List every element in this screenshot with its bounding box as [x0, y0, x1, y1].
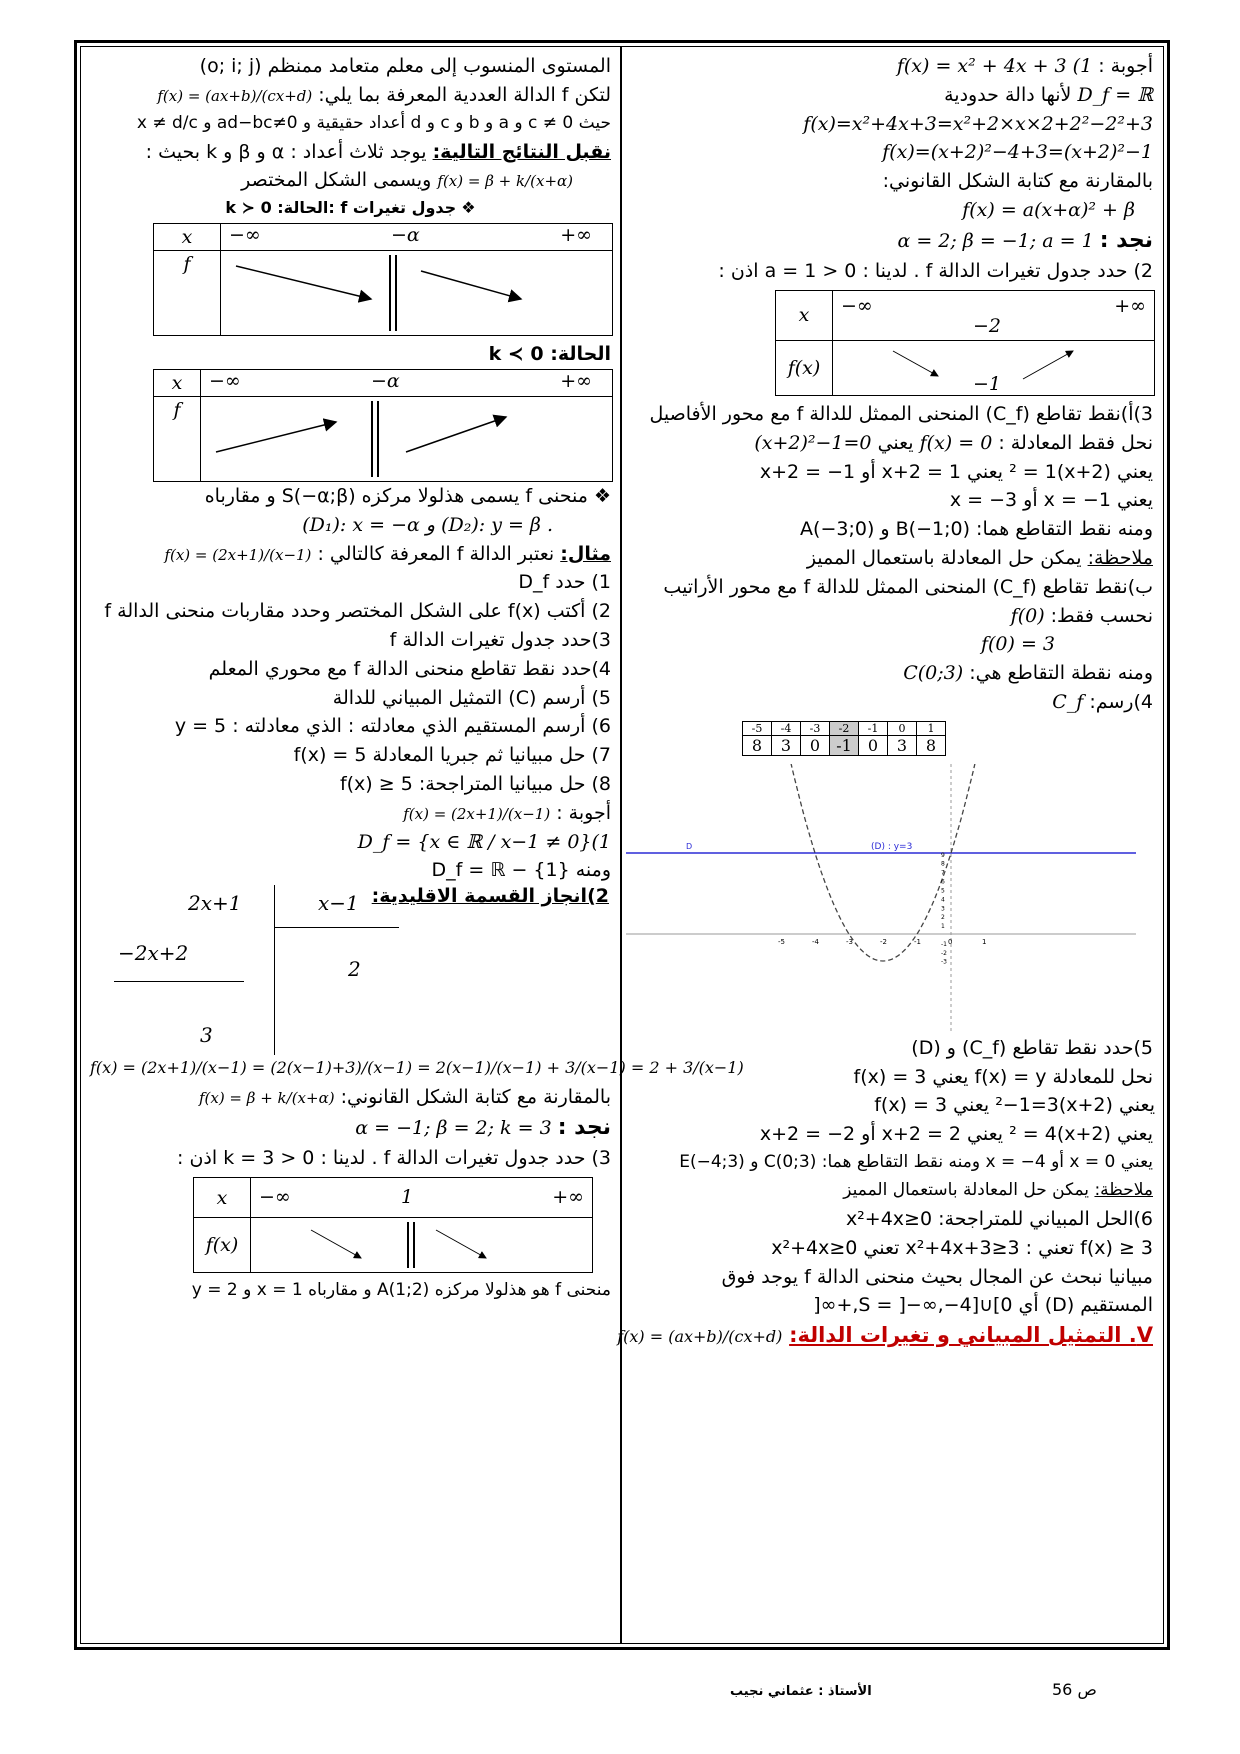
t3-f-row: [251, 1218, 593, 1273]
t3-mid: 1: [401, 1186, 414, 1209]
q5a-text: نحل للمعادلة f(x) = y يعني f(x) = 3: [853, 1065, 1153, 1088]
short-form-math: f(x) = β + k/(x+α): [437, 172, 573, 191]
y-tick-label: 1: [941, 922, 945, 930]
x-tick-label: -4: [812, 937, 819, 946]
compute-math: f(0): [1010, 604, 1045, 627]
q2-text: 2) حدد جدول تغيرات الدالة f . لدينا : a = 1 > 0 اذن :: [718, 260, 1153, 283]
compare-left-text: بالمقارنة مع كتابة الشكل القانوني:: [340, 1086, 611, 1109]
final-line: [88, 1277, 613, 1305]
compare-label: بالمقارنة مع كتابة الشكل القانوني:: [882, 170, 1153, 193]
q5c-text: يعني (x+2)² = 4 يعني x+2 = 2 أو x+2 = −2: [759, 1123, 1153, 1146]
div-dividend: 2x+1: [188, 891, 242, 916]
expand2-math: f(x)=(x+2)²−4+3=(x+2)²−1: [882, 141, 1153, 164]
canonical-math: f(x) = a(x+α)² + β: [962, 198, 1135, 221]
q1-func: f(x) = x² + 4x + 3: [896, 55, 1067, 77]
parabola-curve: [774, 764, 992, 961]
answers-label: أجوبة :: [1098, 55, 1153, 77]
y-tick-label: 2: [941, 913, 945, 921]
div-remainder: 3: [200, 1023, 213, 1048]
find-left-vals: α = −1; β = 2; k = 3: [355, 1116, 552, 1139]
right-column: [617, 52, 1155, 1351]
c2-inc-arrow-1: [216, 422, 336, 452]
find-vals: α = 2; β = −1; a = 1: [897, 229, 1094, 252]
section-v-title: V. التمثيل المبياني و تغيرات الدالة:: [789, 1323, 1153, 1348]
q6d-line: [630, 1291, 1155, 1320]
e3-line: [88, 626, 613, 655]
y-tick-label: -1: [941, 940, 947, 948]
y-tick-label: -2: [941, 949, 947, 957]
c1-double-bar: [389, 255, 397, 331]
where-text: حيث c ≠ 0 و a و b و c و d أعداد حقيقية و ad−bc≠0 و x ≠ d/c: [136, 112, 611, 133]
div-divisor: x−1: [318, 891, 359, 916]
q3-left-text: 3) حدد جدول تغيرات الدالة f . لدينا : k = 3 > 0 اذن :: [177, 1147, 611, 1170]
t3-arrows: [251, 1218, 591, 1273]
solve-means: يعني: [877, 431, 914, 454]
t3-x-row: [251, 1178, 593, 1218]
t3-double-bar: [407, 1222, 415, 1268]
answers-line: [630, 52, 1155, 81]
q6b-text: f(x) ≥ 3 تعني : x²+4x+3≥3 تعني x²+4x≥0: [771, 1236, 1153, 1259]
t3-minus-inf: −∞: [259, 1186, 291, 1209]
line-D-label: (D) : y=3: [871, 841, 913, 852]
d-label: D: [686, 841, 693, 851]
var-table-case1-wrap: [88, 223, 613, 336]
q4-line: [630, 688, 1155, 717]
div-quotient: 2: [348, 957, 361, 982]
tab1-mid-f: −1: [973, 372, 1002, 395]
a2-label: 2)انجاز القسمة الاقليدية:: [371, 885, 609, 908]
accept-line: [88, 138, 613, 167]
vt-x: 1: [917, 721, 946, 735]
note-line: [630, 544, 1155, 573]
final-text: منحنى f هو هذلولا مركزه A(1;2) و مقارباه x = 1 و y = 2: [191, 1280, 611, 1301]
e7-text: 7) حل مبيانيا ثم جبريا المعادلة f(x) = 5: [293, 744, 611, 767]
c2-x-row: [201, 369, 613, 396]
e5-text: 5) أرسم (C) التمثيل المبياني للدالة: [332, 686, 611, 709]
q5-note-text: يمكن حل المعادلة باستعمال المميز: [843, 1179, 1090, 1200]
e5-line: [88, 684, 613, 713]
value-table-wrap: [742, 721, 1155, 756]
var-table-1: [775, 290, 1155, 396]
q5-note-line: [630, 1177, 1155, 1205]
c2-mid: −α: [371, 369, 400, 392]
value-table-x-row: [743, 721, 946, 735]
q4-cf: C_f: [1052, 690, 1084, 713]
e7-line: [88, 741, 613, 770]
vt-y: 8: [743, 735, 772, 755]
y-tick-label: 6: [941, 878, 945, 886]
e6-text: 6) أرسم المستقيم الذي معادلته : الذي معادلته : y = 5: [174, 715, 611, 738]
let-f-line: [88, 81, 613, 110]
q5c-line: [630, 1120, 1155, 1149]
means2: [630, 458, 1155, 487]
let-f-text: لتكن f الدالة العددية المعرفة بما يلي:: [318, 83, 611, 106]
div-sub-bar: [114, 981, 244, 982]
q3a-line: [630, 400, 1155, 429]
accept-label: نقبل النتائج التالية:: [432, 140, 611, 163]
tab1-f-row: [833, 340, 1155, 395]
solve-line: [630, 429, 1155, 458]
q5d-text: يعني x = 0 أو x = −4 ومنه نقط التقاطع هما: C(0;3) و E(−4;3): [679, 1151, 1153, 1172]
q6c-line: [630, 1263, 1155, 1292]
asymptotes-line: [88, 511, 613, 540]
compute-line: [630, 602, 1155, 631]
c2-plus-inf: +∞: [560, 369, 592, 392]
t3-plus-inf: +∞: [552, 1186, 584, 1209]
var-table-1-wrap: [650, 290, 1155, 396]
e3-text: 3)حدد جدول تغيرات الدالة f: [389, 628, 611, 651]
yint-text: ومنه نقطة التقاطع هي:: [969, 662, 1153, 685]
vt-y: 0: [859, 735, 888, 755]
div-sub: −2x+2: [118, 941, 189, 966]
x-tick-label: -3: [846, 937, 853, 946]
diamond-icon: ❖: [461, 198, 476, 218]
y-tick-label: 4: [941, 896, 945, 904]
t3-x: x: [194, 1178, 251, 1218]
vt-y: -1: [830, 735, 859, 755]
e2-text: 2) أكتب f(x) على الشكل المختصر وحدد مقاربات منحنى الدالة f: [104, 600, 611, 623]
q5b-text: يعني (x+2)²−1=3 يعني f(x) = 3: [874, 1094, 1155, 1117]
page-number: ص 56: [1052, 1680, 1097, 1699]
answers-left-label: أجوبة :: [556, 801, 611, 824]
a1b-line: [88, 856, 613, 885]
canonical: [630, 196, 1155, 225]
q6b-line: [630, 1234, 1155, 1263]
var-table-3: [193, 1177, 593, 1273]
domain-line: [630, 81, 1155, 110]
expand2: [630, 138, 1155, 167]
answers-line-left: [88, 799, 613, 828]
vt-x: -1: [859, 721, 888, 735]
e4-text: 4)حدد نقط تقاطع منحنى الدالة f مع محوري المعلم: [208, 657, 611, 680]
yint-line: [630, 659, 1155, 688]
e1-line: [88, 568, 613, 597]
y-tick-label: 3: [941, 905, 945, 913]
x-ticks: [778, 852, 986, 966]
answers-left-func: f(x) = (2x+1)/(x−1): [403, 804, 551, 823]
short-form-line: [88, 166, 613, 195]
f0-math: f(0) = 3: [980, 633, 1055, 656]
var-table-3-wrap: [88, 1177, 613, 1273]
c2-double-bar: [371, 401, 379, 477]
y-tick-label: -3: [941, 958, 947, 966]
q4-text: 4)رسم:: [1089, 690, 1153, 713]
q6d-text: المستقيم (D) أي S = ]−∞,−4]∪[0,+∞[: [813, 1294, 1153, 1317]
a1-line: [88, 828, 613, 857]
a1-math: D_f = {x ∈ ℝ / x−1 ≠ 0}(1: [357, 830, 611, 853]
a1b-text: ومنه D_f = ℝ − {1}: [431, 859, 611, 882]
q3b-text: ب)نقط تقاطع (C_f) المنحنى الممثل للدالة f مع محور الأراتيب: [663, 575, 1153, 598]
tab1-mid-x: −2: [973, 314, 1002, 337]
div-horizontal-bar: [274, 927, 399, 928]
y-tick-label: 5: [941, 887, 945, 895]
plane-text: المستوى المنسوب إلى معلم متعامد ممنظم (o; i; j): [199, 55, 611, 77]
tab1-x: x: [776, 290, 833, 340]
vt-y: 0: [801, 735, 830, 755]
c1-dec-arrow-2: [421, 271, 521, 299]
solve-eq: f(x) = 0: [919, 431, 993, 454]
footer-page: [1052, 1680, 1097, 1699]
c1-minus-inf: −∞: [229, 224, 261, 247]
c1-dec-arrow-1: [236, 266, 371, 299]
teacher-name: الأستاذ : عثماني نجيب: [730, 1684, 872, 1699]
vt-x: -5: [743, 721, 772, 735]
var-table-case2-wrap: [88, 369, 613, 482]
q6-line: [630, 1205, 1155, 1234]
c1-arrows: [221, 251, 621, 331]
section-v-line: [617, 1320, 1155, 1351]
note-text: يمكن حل المعادلة باستعمال المميز: [806, 546, 1082, 569]
div-vertical-bar: [274, 885, 275, 1055]
c2-arrows: [201, 397, 621, 477]
compare-left-math: f(x) = β + k/(x+α): [198, 1089, 335, 1108]
short-form-text: ويسمى الشكل المختصر: [241, 169, 432, 192]
q3-left-line: [88, 1144, 613, 1173]
q3a-text: 3)أ)نقط تقاطع (C_f) المنحنى الممثل للدالة f مع محور الأفاصيل: [649, 402, 1153, 425]
footer-teacher: [730, 1680, 872, 1699]
q3b-line: [630, 573, 1155, 602]
t3-dec-arrow-2: [436, 1230, 486, 1258]
means3: [630, 486, 1155, 515]
q6c-text: مبيانيا نبحث عن المجال بحيث منحنى الدالة f يوجد فوق: [721, 1265, 1153, 1288]
compare-text: [630, 167, 1155, 196]
example-label: مثال:: [560, 542, 611, 565]
value-table-y-row: [743, 735, 946, 755]
tab1-plus-inf: +∞: [1114, 294, 1146, 317]
note-label: ملاحظة:: [1087, 546, 1153, 569]
y-tick-label: 9: [941, 851, 945, 859]
c2-f-row: [201, 396, 613, 481]
example-func: f(x) = (2x+1)/(x−1): [164, 545, 312, 564]
means3-text: يعني x = −1 أو x = −3: [949, 489, 1153, 512]
vt-y: 3: [772, 735, 801, 755]
c1-f-row: [221, 251, 613, 336]
var-table-case2: [153, 369, 613, 482]
tab1-increasing-arrow: [1023, 351, 1073, 379]
value-table: [742, 721, 946, 756]
y-tick-label: 8: [941, 860, 945, 868]
e1-text: 1) حدد D_f: [518, 571, 611, 594]
points-line: [630, 515, 1155, 544]
x-tick-label: -1: [914, 937, 921, 946]
vt-x: -2: [830, 721, 859, 735]
expansion-line: [88, 1055, 744, 1083]
c1-mid: −α: [391, 224, 420, 247]
means2-text: يعني (x+2)² = 1 يعني x+2 = 1 أو x+2 = −1: [759, 460, 1153, 483]
e4-line: [88, 655, 613, 684]
f0-line: [630, 630, 1155, 659]
find-label: نجد :: [1099, 227, 1153, 253]
domain-text: لأنها دالة حدودية: [944, 83, 1072, 106]
solve-text: نحل فقط المعادلة :: [998, 431, 1153, 454]
example-line: [88, 540, 613, 569]
q1-num: (1: [1072, 55, 1093, 77]
where-line: [88, 110, 613, 138]
q2-line: [630, 257, 1155, 286]
left-column: [88, 52, 744, 1305]
x-tick-label: 0: [948, 937, 953, 946]
parabola-svg: [626, 764, 1136, 1034]
c1-x-row: [221, 224, 613, 251]
t3-dec-arrow-1: [311, 1230, 361, 1258]
find-left-line: [88, 1112, 613, 1144]
compute-text: نحسب فقط:: [1050, 604, 1153, 627]
t3-fx: f(x): [194, 1218, 251, 1273]
accept-text: يوجد ثلاث أعداد : α و β و k بحيث :: [145, 140, 427, 163]
vt-y: 8: [917, 735, 946, 755]
c1-f: f: [154, 251, 221, 336]
find-line: [630, 225, 1155, 257]
q5d-line: [630, 1149, 1155, 1177]
points-text: ومنه نقط التقاطع هما: B(−1;0) و A(−3;0): [800, 518, 1153, 541]
solve-eq2: (x+2)²−1=0: [754, 431, 872, 454]
tab1-decreasing-arrow: [893, 351, 938, 376]
expansion-math: f(x) = (2x+1)/(x−1) = (2(x−1)+3)/(x−1) = 2(x−1)/(x−1) + 3/(x−1) = 2 + 3/(x−1): [90, 1058, 744, 1078]
q5b-line: [630, 1091, 1155, 1120]
case1-line: [88, 195, 613, 223]
c2-inc-arrow-2: [406, 417, 506, 452]
q5-note-label: ملاحظة:: [1094, 1179, 1153, 1200]
let-f-math: f(x) = (ax+b)/(cx+d): [157, 86, 313, 105]
x-tick-label: 1: [982, 937, 987, 946]
var-table-case1: [153, 223, 613, 336]
vt-x: -4: [772, 721, 801, 735]
hyperbola-text: منحنى f يسمى هذلولا مركزه S(−α;β) و مقارباه: [204, 484, 588, 507]
section-v-func: f(x) = (ax+b)/(cx+d): [617, 1327, 783, 1347]
y-tick-label: 7: [941, 869, 945, 877]
diamond-icon: ❖: [593, 484, 611, 507]
case1-head: جدول تغيرات f :الحالة: k ≻ 0: [225, 198, 457, 218]
vt-x: 0: [888, 721, 917, 735]
case2-head: الحالة: k ≺ 0: [488, 343, 611, 366]
case2-line: [88, 340, 613, 369]
e2-line: [88, 597, 613, 626]
tab1-x-row: [833, 290, 1155, 340]
tab1-minus-inf: −∞: [841, 294, 873, 317]
example-text: نعتبر الدالة f المعرفة كالتالي :: [317, 542, 555, 565]
domain-math: D_f = ℝ: [1077, 83, 1153, 106]
q6-text: 6)الحل المبياني للمتراجحة: x²+4x≥0: [845, 1207, 1153, 1230]
c1-plus-inf: +∞: [560, 224, 592, 247]
x-tick-label: -2: [880, 937, 887, 946]
yint-point: C(0;3): [903, 662, 964, 685]
e8-text: 8) حل مبيانيا المتراجحة: f(x) ≥ 5: [339, 772, 611, 795]
vt-x: -3: [801, 721, 830, 735]
find-left-label: نجد :: [557, 1114, 611, 1140]
e8-line: [88, 770, 613, 799]
c2-minus-inf: −∞: [209, 369, 241, 392]
e6-line: [88, 712, 613, 741]
plane-line: [88, 52, 613, 81]
x-tick-label: -5: [778, 937, 785, 946]
asymptotes-math: (D₁): x = −α و (D₂): y = β .: [302, 513, 553, 536]
c2-x: x: [154, 369, 201, 396]
tab1-fx: f(x): [776, 340, 833, 395]
c1-x: x: [154, 224, 221, 251]
c2-f: f: [154, 396, 201, 481]
expand1-math: f(x)=x²+4x+3=x²+2×x×2+2²−2²+3: [803, 112, 1153, 135]
vt-y: 3: [888, 735, 917, 755]
q5-text: 5)حدد نقط تقاطع (C_f) و (D): [911, 1036, 1153, 1059]
euclid-division: [88, 885, 613, 1055]
hyperbola-line: [88, 482, 613, 511]
compare-left-line: [88, 1083, 613, 1112]
expand1: [630, 110, 1155, 139]
parabola-graph: [630, 764, 1155, 1034]
